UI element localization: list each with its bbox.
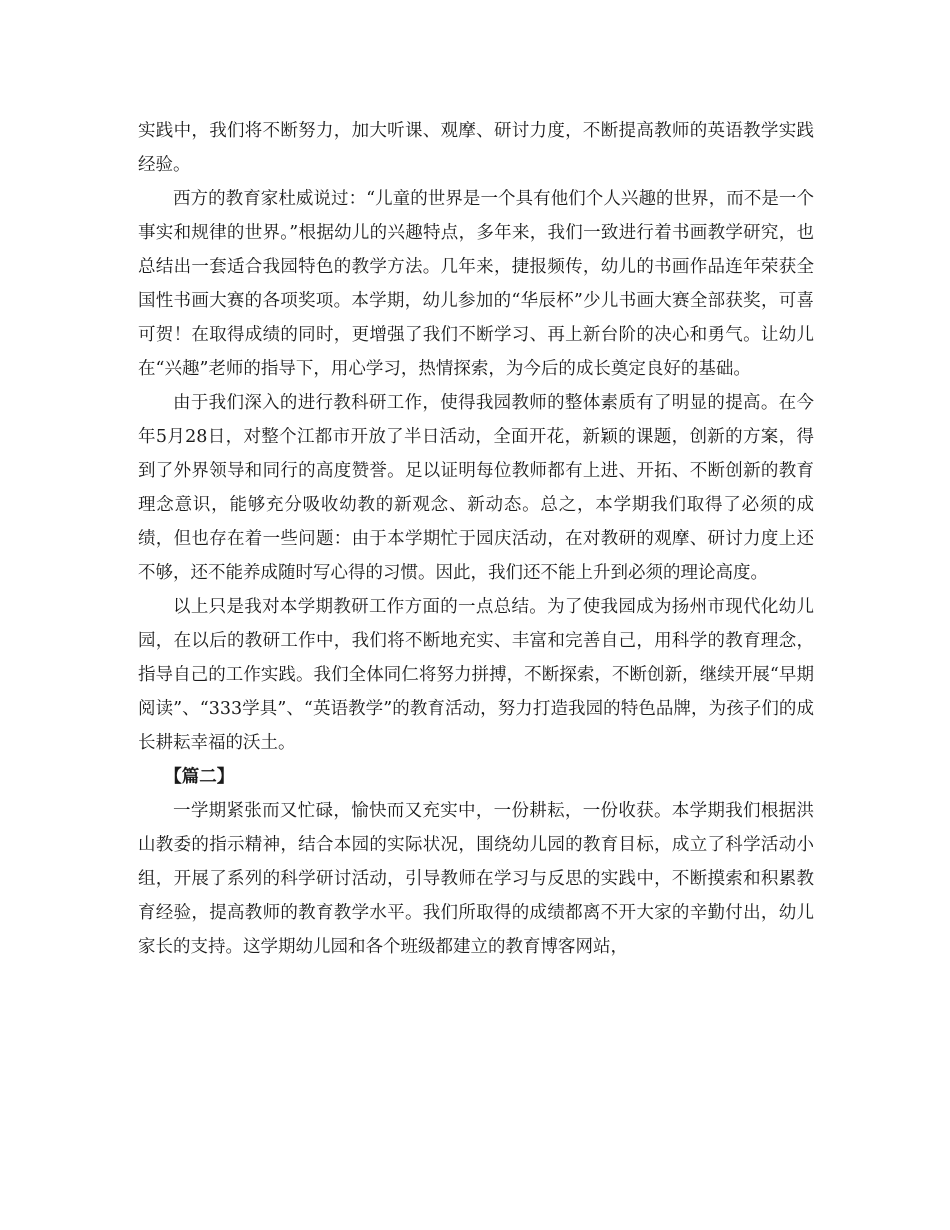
paragraph-continuation: 实践中，我们将不断努力，加大听课、观摩、研讨力度，不断提高教师的英语教学实践经验。	[138, 121, 814, 175]
document-body	[138, 114, 814, 964]
paragraph-section-two: 一学期紧张而又忙碌，愉快而又充实中，一份耕耘，一份收获。本学期我们根据洪山教委的指示精神，结合本园的实际状况，围绕幼儿园的教育目标，成立了科学活动小组，开展了系列的科学研讨活动，引导教师在学习与反思的实践中，不断摸索和积累教育经验，提高教师的教育教学水平。我们所取得的成绩都离不开大家的辛勤付出，幼儿家长的支持。这学期幼儿园和各个班级都建立的教育博客网站，	[138, 801, 814, 957]
section-heading: 【篇二】	[164, 767, 235, 787]
paragraph-summary: 以上只是我对本学期教研工作方面的一点总结。为了使我园成为扬州市现代化幼儿园，在以后的教研工作中，我们将不断地充实、丰富和完善自己，用科学的教育理念，指导自己的工作实践。我们全体同仁将努力拼搏，不断探索，不断创新，继续开展“早期阅读”、“333学具”、“英语教学”的教育活动，努力打造我园的特色品牌，为孩子们的成长耕耘幸福的沃土。	[138, 597, 814, 753]
paragraph-research-results: 由于我们深入的进行教科研工作，使得我园教师的整体素质有了明显的提高。在今年5月28日，对整个江都市开放了半日活动，全面开花，新颖的课题，创新的方案，得到了外界领导和同行的高度赞誉。足以证明每位教师都有上进、开拓、不断创新的教育理念意识，能够充分吸收幼教的新观念、新动态。总之，本学期我们取得了必须的成绩，但也存在着一些问题：由于本学期忙于园庆活动，在对教研的观摩、研讨力度上还不够，还不能养成随时写心得的习惯。因此，我们还不能上升到必须的理论高度。	[138, 393, 814, 583]
paragraph-dewey-calligraphy: 西方的教育家杜威说过：“儿童的世界是一个具有他们个人兴趣的世界，而不是一个事实和规律的世界。”根据幼儿的兴趣特点，多年来，我们一致进行着书画教学研究，也总结出一套适合我园特色的教学方法。几年来，捷报频传，幼儿的书画作品连年荣获全国性书画大赛的各项奖项。本学期，幼儿参加的“华辰杯”少儿书画大赛全部获奖，可喜可贺！在取得成绩的同时，更增强了我们不断学习、再上新台阶的决心和勇气。让幼儿在“兴趣”老师的指导下，用心学习，热情探索，为今后的成长奠定良好的基础。	[138, 189, 814, 379]
